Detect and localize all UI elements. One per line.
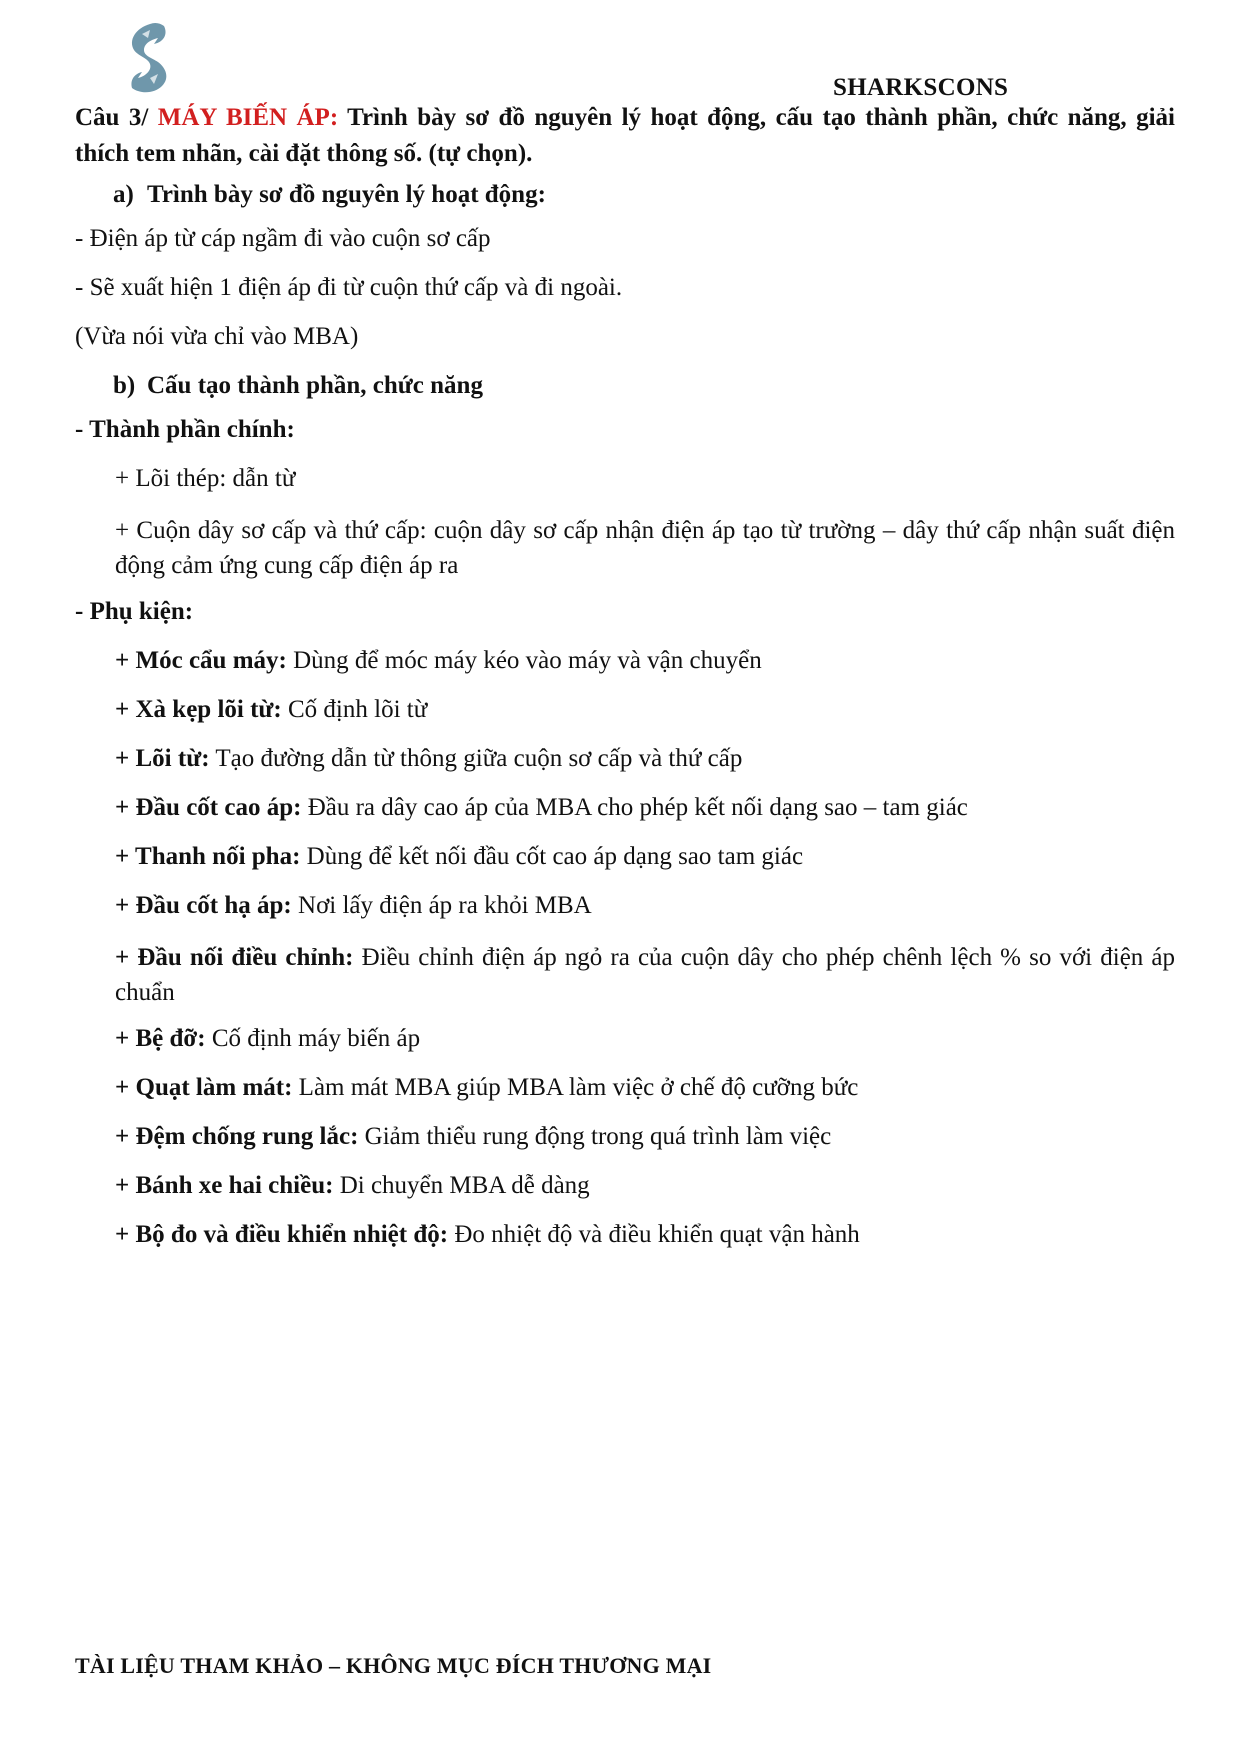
item-label: + Quạt làm mát:: [115, 1074, 293, 1101]
list-item: + Cuộn dây sơ cấp và thứ cấp: cuộn dây sơ cấp nhận điện áp tạo từ trường – dây thứ cấp nhận suất điện động cảm ứng cung cấp điện áp ra: [115, 517, 1175, 579]
paragraph: - Điện áp từ cáp ngầm đi vào cuộn sơ cấp: [75, 225, 491, 252]
shark-logo-icon: [120, 22, 178, 98]
list-item: [75, 1024, 1175, 1054]
question-text: Trình bày sơ đồ nguyên lý hoạt động, cấu tạo thành phần, chức năng, giải thích tem nhãn, cài đặt thông số. (tự chọn).: [75, 104, 1175, 167]
question-topic: MÁY BIẾN ÁP:: [157, 104, 339, 131]
list-item: [75, 891, 1175, 921]
section-b-heading: [75, 371, 1175, 401]
section-a-heading: [75, 180, 1175, 210]
list-item: [75, 646, 1175, 676]
item-label: + Lõi từ:: [115, 745, 210, 772]
list-item: [75, 1220, 1175, 1250]
accessories-heading: - Phụ kiện:: [75, 598, 194, 625]
item-text: Dùng để móc máy kéo vào máy và vận chuyển: [286, 647, 762, 674]
section-a-marker: a): [113, 181, 134, 208]
item-label: + Xà kẹp lõi từ:: [115, 696, 282, 723]
question-prefix: Câu 3/: [75, 104, 158, 131]
item-text: Giảm thiểu rung động trong quá trình làm việc: [358, 1123, 832, 1150]
item-label: + Đệm chống rung lắc:: [115, 1123, 359, 1150]
item-text: Đầu ra dây cao áp của MBA cho phép kết nối dạng sao – tam giác: [301, 794, 968, 821]
list-item: [75, 744, 1175, 774]
section-b-marker: b): [113, 372, 136, 399]
item-label: + Móc cẩu máy:: [115, 647, 287, 674]
item-label: + Đầu nối điều chỉnh:: [115, 944, 354, 971]
item-label: + Đầu cốt hạ áp:: [115, 892, 292, 919]
section-b-title: Cấu tạo thành phần, chức năng: [147, 372, 483, 399]
question-heading: [75, 100, 1175, 172]
list-item: + Lõi thép: dẫn từ: [115, 465, 296, 492]
list-item: [75, 940, 1175, 1010]
item-text: Cố định máy biến áp: [205, 1025, 421, 1052]
paragraph: - Sẽ xuất hiện 1 điện áp đi từ cuộn thứ cấp và đi ngoài.: [75, 274, 623, 301]
item-text: Dùng để kết nối đầu cốt cao áp dạng sao tam giác: [300, 843, 804, 870]
list-item: [75, 1122, 1175, 1152]
list-item: [75, 1073, 1175, 1103]
item-label: + Bộ đo và điều khiển nhiệt độ:: [115, 1221, 449, 1248]
item-text: Đo nhiệt độ và điều khiển quạt vận hành: [448, 1221, 860, 1248]
item-text: Nơi lấy điện áp ra khỏi MBA: [291, 892, 592, 919]
item-label: + Thanh nối pha:: [115, 843, 301, 870]
item-text: Cố định lõi từ: [281, 696, 428, 723]
item-label: + Bệ đỡ:: [115, 1025, 206, 1052]
main-components-heading: - Thành phần chính:: [75, 416, 295, 443]
item-label: + Bánh xe hai chiều:: [115, 1172, 334, 1199]
list-item: [75, 1171, 1175, 1201]
list-item: [75, 695, 1175, 725]
item-text: Điều chỉnh điện áp ngỏ ra của cuộn dây cho phép chênh lệch % so với điện áp chuẩn: [115, 944, 1176, 1006]
list-item: [75, 842, 1175, 872]
item-text: Di chuyển MBA dễ dàng: [333, 1172, 590, 1199]
item-label: + Đầu cốt cao áp:: [115, 794, 302, 821]
item-text: Làm mát MBA giúp MBA làm việc ở chế độ cưỡng bức: [292, 1074, 859, 1101]
section-a-title: Trình bày sơ đồ nguyên lý hoạt động:: [147, 181, 546, 208]
list-item: [75, 793, 1175, 823]
item-text: Tạo đường dẫn từ thông giữa cuộn sơ cấp và thứ cấp: [209, 745, 743, 772]
footer-disclaimer: TÀI LIỆU THAM KHẢO – KHÔNG MỤC ĐÍCH THƯƠNG MẠI: [75, 1653, 712, 1678]
document-body: [75, 100, 1175, 1269]
paragraph: (Vừa nói vừa chỉ vào MBA): [75, 323, 359, 350]
brand-name: SHARKSCONS: [833, 74, 1009, 101]
